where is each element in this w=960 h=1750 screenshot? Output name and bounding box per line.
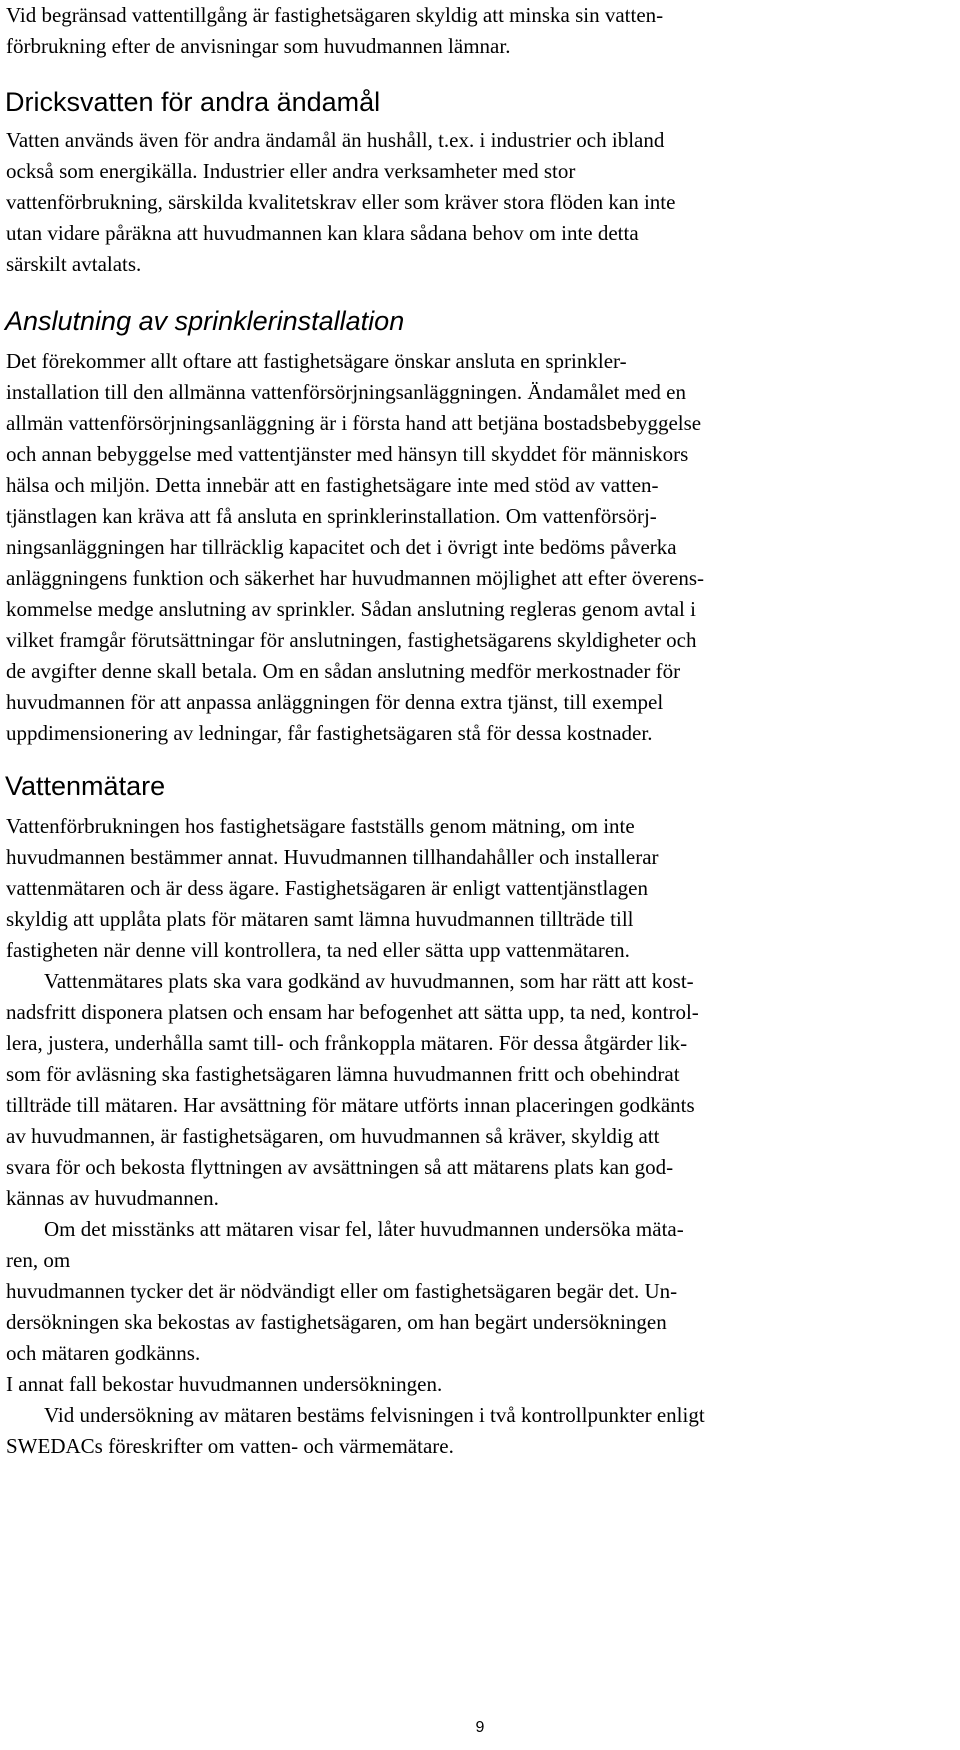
body-text-line: tjänstlagen kan kräva att få ansluta en sprinklerinstallation. Om vattenförsörj-	[6, 504, 657, 528]
body-text-line: allmän vattenförsörjningsanläggning är i första hand att betjäna bostadsbebyggelse	[6, 411, 702, 435]
body-text-line: Vid begränsad vattentillgång är fastighetsägaren skyldig att minska sin vatten-	[6, 3, 664, 27]
body-text-line: anläggningens funktion och säkerhet har huvudmannen möjlighet att efter överens-	[6, 566, 705, 590]
body-text-line: kännas av huvudmannen.	[6, 1186, 219, 1210]
body-text-line: Om det misstänks att mätaren visar fel, låter huvudmannen undersöka mäta-	[44, 1217, 684, 1241]
section-heading: Anslutning av sprinklerinstallation	[5, 306, 405, 336]
body-text-line: ningsanläggningen har tillräcklig kapacitet och det i övrigt inte bedöms påverka	[6, 535, 677, 559]
body-text-line: dersökningen ska bekostas av fastighetsägaren, om han begärt undersökningen	[6, 1310, 667, 1334]
body-text-line: särskilt avtalats.	[6, 252, 142, 276]
body-text-line: Vatten används även för andra ändamål än hushåll, t.ex. i industrier och ibland	[6, 128, 665, 152]
body-text-line: hälsa och miljön. Detta innebär att en fastighetsägare inte med stöd av vatten-	[6, 473, 659, 497]
body-text-line: huvudmannen bestämmer annat. Huvudmannen tillhandahåller och installerar	[6, 845, 659, 869]
body-text-line: av huvudmannen, är fastighetsägaren, om huvudmannen så kräver, skyldig att	[6, 1124, 660, 1148]
body-text-line: nadsfritt disponera platsen och ensam har befogenhet att sätta upp, ta ned, kontrol-	[6, 1000, 699, 1024]
section-heading: Vattenmätare	[5, 771, 166, 801]
body-text-line: förbrukning efter de anvisningar som huvudmannen lämnar.	[6, 34, 511, 58]
body-text-line: vattenmätaren och är dess ägare. Fastighetsägaren är enligt vattentjänstlagen	[6, 876, 648, 900]
body-text-line: Vattenmätares plats ska vara godkänd av huvudmannen, som har rätt att kost-	[44, 969, 694, 993]
body-text-line: och mätaren godkänns.	[6, 1341, 201, 1365]
body-text-line: som för avläsning ska fastighetsägaren lämna huvudmannen fritt och obehindrat	[6, 1062, 680, 1086]
body-text-line: tillträde till mätaren. Har avsättning för mätare utförts innan placeringen godkänts	[6, 1093, 695, 1117]
section-heading: Dricksvatten för andra ändamål	[5, 87, 381, 117]
body-text-line: huvudmannen för att anpassa anläggningen för denna extra tjänst, till exempel	[6, 690, 664, 714]
body-text-line: uppdimensionering av ledningar, får fastighetsägaren stå för dessa kostnader.	[6, 721, 653, 745]
body-text-line: vilket framgår förutsättningar för anslutningen, fastighetsägarens skyldigheter och	[6, 628, 697, 652]
page-number: 9	[475, 1719, 485, 1736]
body-text-line: de avgifter denne skall betala. Om en sådan anslutning medför merkostnader för	[6, 659, 681, 683]
body-text-line: Det förekommer allt oftare att fastighetsägare önskar ansluta en sprinkler-	[6, 349, 627, 373]
body-text-line: lera, justera, underhålla samt till- och frånkoppla mätaren. För dessa åtgärder lik-	[6, 1031, 688, 1055]
body-text-line: installation till den allmänna vattenförsörjningsanläggningen. Ändamålet med en	[6, 380, 686, 404]
body-text-line: svara för och bekosta flyttningen av avsättningen så att mätarens plats kan god-	[6, 1155, 674, 1179]
body-text-line: ren, om	[6, 1248, 71, 1272]
body-text-line: vattenförbrukning, särskilda kvalitetskrav eller som kräver stora flöden kan inte	[6, 190, 676, 214]
body-text-line: och annan bebyggelse med vattentjänster med hänsyn till skyddet för människors	[6, 442, 689, 466]
body-text-line: fastigheten när denne vill kontrollera, ta ned eller sätta upp vattenmätaren.	[6, 938, 630, 962]
body-text-line: kommelse medge anslutning av sprinkler. Sådan anslutning regleras genom avtal i	[6, 597, 696, 621]
body-text-line: skyldig att upplåta plats för mätaren samt lämna huvudmannen tillträde till	[6, 907, 634, 931]
body-text-line: I annat fall bekostar huvudmannen undersökningen.	[6, 1372, 443, 1396]
body-text-line: Vid undersökning av mätaren bestäms felvisningen i två kontrollpunkter enligt	[44, 1403, 705, 1427]
body-text-line: SWEDACs föreskrifter om vatten- och värmemätare.	[6, 1434, 454, 1458]
body-text-line: också som energikälla. Industrier eller andra verksamheter med stor	[6, 159, 576, 183]
body-text-line: Vattenförbrukningen hos fastighetsägare fastställs genom mätning, om inte	[6, 814, 635, 838]
body-text-line: utan vidare påräkna att huvudmannen kan klara sådana behov om inte detta	[6, 221, 639, 245]
body-text-line: huvudmannen tycker det är nödvändigt eller om fastighetsägaren begär det. Un-	[6, 1279, 678, 1303]
